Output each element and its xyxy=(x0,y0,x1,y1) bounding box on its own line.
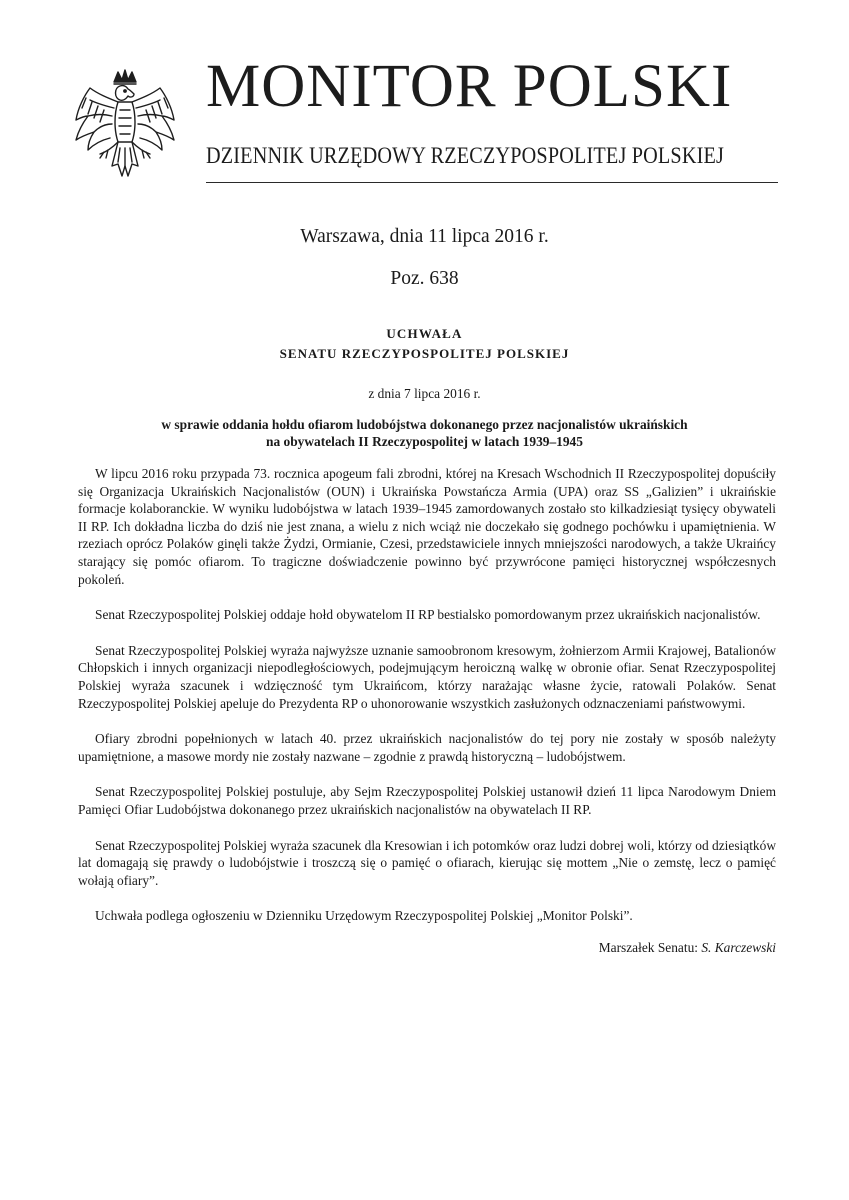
signature xyxy=(599,940,776,956)
body-paragraph: Uchwała podlega ogłoszeniu w Dzienniku Urzędowym Rzeczypospolitej Polskiej „Monitor Polski”. xyxy=(95,908,633,924)
act-body xyxy=(78,465,776,943)
body-paragraph: W lipcu 2016 roku przypada 73. rocznica apogeum fali zbrodni, której na Kresach Wschodnich II Rzeczypospolitej dopuściły się Organizacja Ukraińskich Nacjonalistów (OUN) i Ukraińska Powstańcza Armia (UPA) oraz SS „Galizien” i ukraińskie formacje kolaboranckie. W wyniku ludobójstwa w latach 1939–1945 zamordowanych zostało sto kilkadziesiąt tysięcy obywateli II RP. Ich dokładna liczba do dziś nie jest znana, a wielu z nich wciąż nie doczekało się godnego pochówku i upamiętnienia. W rzeziach oprócz Polaków ginęli także Żydzi, Ormianie, Czesi, przedstawiciele innych mniejszości narodowych, a także Ukraińcy starający się pomóc ofiarom. To tragiczne doświadczenie powinno być przywrócone pamięci historycznej współczesnych pokoleń. xyxy=(78,466,776,587)
publication-date: Warszawa, dnia 11 lipca 2016 r. xyxy=(300,226,549,247)
journal-title: MONITOR POLSKI xyxy=(206,53,733,120)
body-paragraph: Ofiary zbrodni popełnionych w latach 40. przez ukraińskich nacjonalistów do tej pory nie zostały w sposób należyty upamiętnione, a masowe mordy nie zostały nazwane – zgodnie z prawdą historyczną – ludobójstwem. xyxy=(78,731,776,764)
act-subject xyxy=(130,416,719,450)
position-number: Poz. 638 xyxy=(390,268,459,289)
body-paragraph: Senat Rzeczypospolitej Polskiej postuluje, aby Sejm Rzeczypospolitej Polskiej ustanowił dzień 11 lipca Narodowym Dniem Pamięci Ofiar Ludobójstwa dokonanego przez ukraińskich nacjonalistów na obywatelach II RP. xyxy=(78,784,776,817)
white-eagle-emblem-icon xyxy=(68,68,182,186)
act-issuer: SENATU RZECZYPOSPOLITEJ POLSKIEJ xyxy=(279,346,570,361)
signature-role: Marszałek Senatu: xyxy=(598,940,698,955)
signature-name: S. Karczewski xyxy=(701,940,776,955)
act-subject-line: na obywatelach II Rzeczypospolitej w latach 1939–1945 xyxy=(266,434,583,449)
journal-subtitle: DZIENNIK URZĘDOWY RZECZYPOSPOLITEJ POLSKIEJ xyxy=(206,143,725,169)
act-date: z dnia 7 lipca 2016 r. xyxy=(368,386,481,401)
body-paragraph: Senat Rzeczypospolitej Polskiej oddaje hołd obywatelom II RP bestialsko pomordowanym przez ukraińskich nacjonalistów. xyxy=(95,607,761,623)
body-paragraph: Senat Rzeczypospolitej Polskiej wyraża najwyższe uznanie samoobronom kresowym, żołnierzom Armii Krajowej, Batalionów Chłopskich i innych organizacji niepodległościowych, podejmującym heroiczną walkę w obronie ofiar. Senat Rzeczypospolitej Polskiej wyraża szacunek i wdzięczność tym Ukraińcom, którzy narażając własne życie, ratowali Polaków. Senat Rzeczypospolitej Polskiej apeluje do Prezydenta RP o uhonorowanie wszystkich zasłużonych odznaczeniami państwowymi. xyxy=(78,642,776,711)
body-paragraph: Senat Rzeczypospolitej Polskiej wyraża szacunek dla Kresowian i ich potomków oraz ludzi dobrej woli, którzy od dziesiątków lat domagają się prawdy o ludobójstwie i troszczą się o pamięć o ofiarach, kierując się mottem „Nie o zemstę, lecz o pamięć wołają ofiary”. xyxy=(78,837,776,888)
act-type: UCHWAŁA xyxy=(386,326,463,341)
header-rule xyxy=(206,182,778,183)
act-subject-line: w sprawie oddania hołdu ofiarom ludobójstwa dokonanego przez nacjonalistów ukraińskich xyxy=(161,417,688,432)
